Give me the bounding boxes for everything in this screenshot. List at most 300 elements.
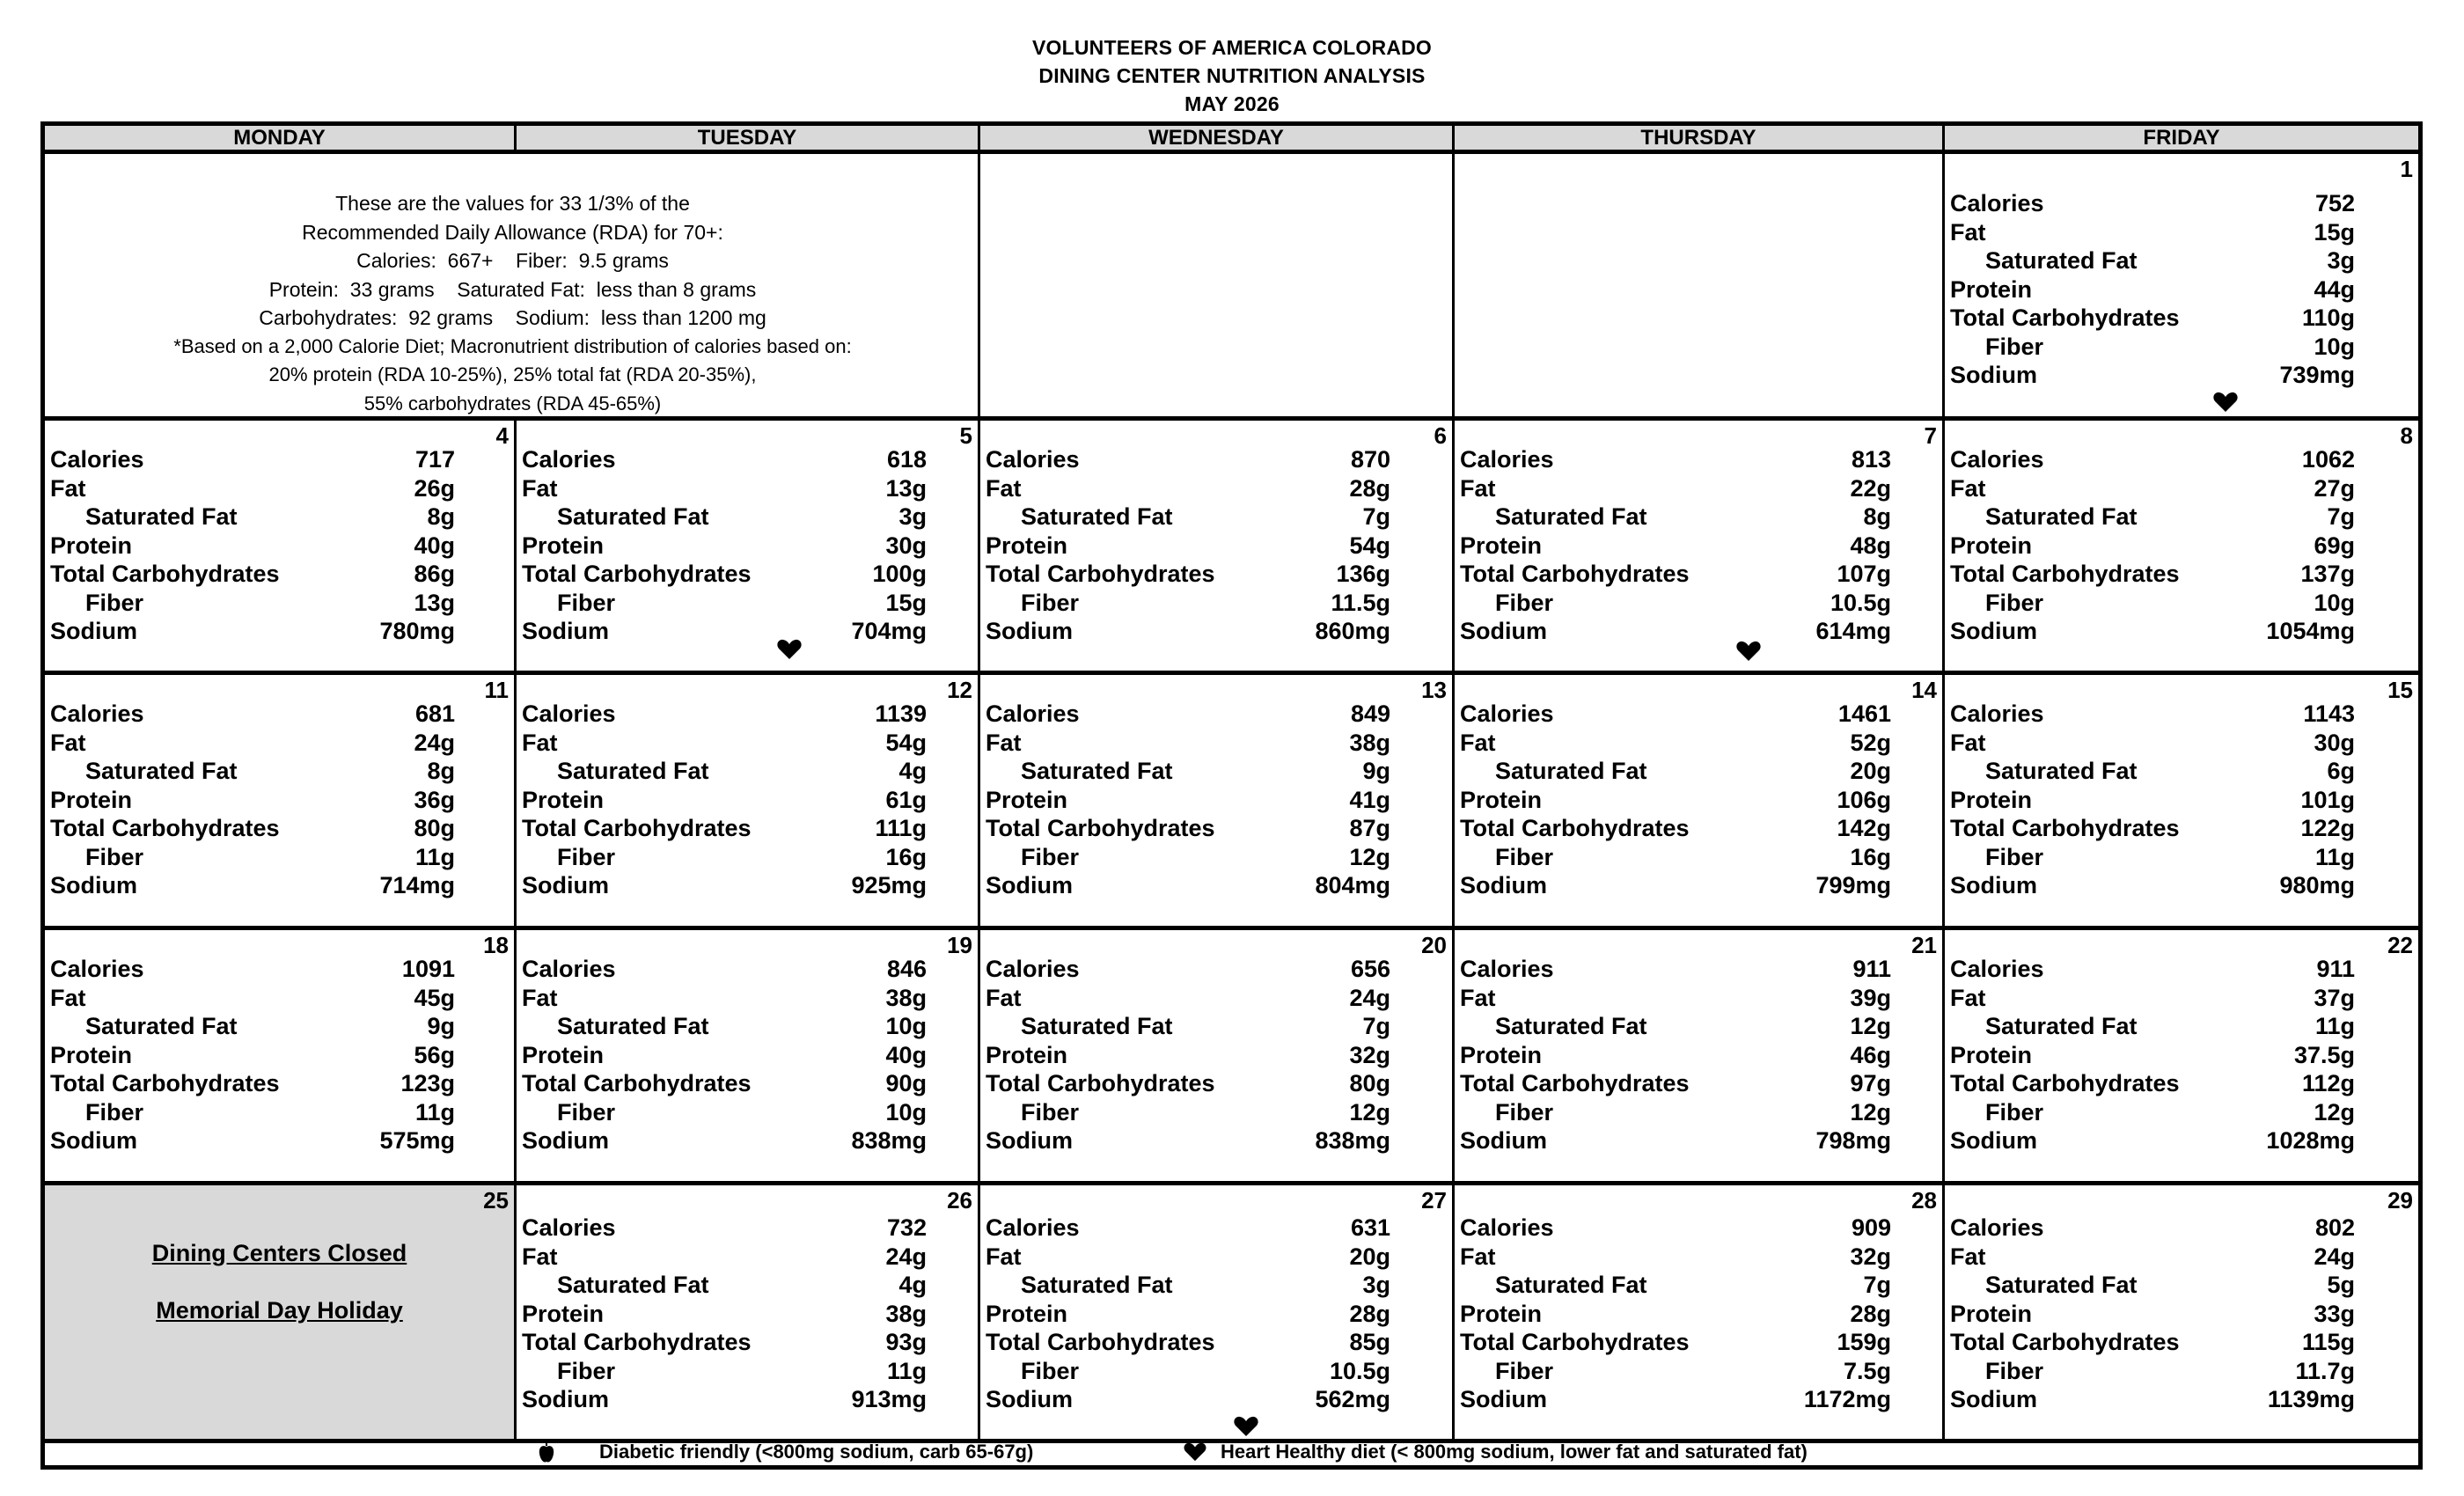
nutrient-label: Calories	[522, 700, 616, 727]
nutrient-value: 909	[1851, 1214, 1891, 1241]
nutrient-label: Fat	[1950, 474, 1986, 502]
nutrient-row	[50, 1069, 455, 1098]
nutrient-value: 137g	[2300, 561, 2355, 587]
nutrient-protein	[1950, 275, 2355, 304]
nutrient-label: Calories	[1460, 956, 1554, 982]
nutrient-label: Total Carbohydrates	[1460, 1070, 1690, 1096]
nutrient-label: Fat	[1950, 984, 1986, 1011]
nutrient-label: Fiber	[1495, 843, 1554, 870]
nutrient-label: Sodium	[50, 872, 137, 898]
nutrition-list	[50, 445, 455, 646]
nutrient-row	[522, 474, 927, 503]
nutrient-label: Fiber	[1021, 843, 1080, 870]
nutrient-row	[50, 955, 455, 984]
day-number: 22	[2387, 932, 2413, 958]
nutrient-value: 804mg	[1315, 872, 1390, 898]
nutrient-row	[1950, 1300, 2355, 1329]
nutrient-row	[1950, 1098, 2355, 1127]
rda-footnote: 20% protein (RDA 10-25%), 25% total fat (RDA 20-35%),	[268, 363, 757, 385]
nutrient-row	[522, 757, 927, 786]
nutrient-value: 7g	[1863, 1272, 1891, 1298]
nutrient-row	[986, 532, 1390, 561]
nutrient-label: Protein	[1950, 1041, 2033, 1068]
nutrient-label: Calories	[50, 956, 144, 982]
nutrient-label: Saturated Fat	[1495, 503, 1647, 530]
nutrient-label: Sodium	[522, 872, 609, 898]
day-number: 28	[1911, 1187, 1937, 1214]
nutrient-label: Sodium	[986, 872, 1073, 898]
nutrient-label: Fat	[522, 1243, 558, 1270]
nutrient-value: 11.7g	[2295, 1357, 2355, 1384]
nutrient-row	[1460, 617, 1891, 646]
nutrient-row	[1460, 1126, 1891, 1155]
nutrient-label: Fat	[522, 984, 558, 1011]
day-number: 15	[2387, 677, 2413, 703]
nutrient-label: Fat	[1460, 729, 1496, 756]
nutrient-value: 656	[1350, 956, 1390, 982]
nutrient-row	[986, 1214, 1390, 1243]
nutrient-label: Fiber	[1495, 589, 1554, 616]
nutrient-row	[986, 786, 1390, 815]
nutrient-row	[50, 474, 455, 503]
nutrient-label: Sodium	[1460, 618, 1547, 644]
nutrient-label: Protein	[986, 532, 1068, 559]
nutrition-list	[986, 700, 1390, 900]
nutrient-row	[1460, 1069, 1891, 1098]
nutrient-row	[1950, 1328, 2355, 1357]
nutrient-value: 12g	[1349, 843, 1390, 870]
nutrient-sodium	[1950, 361, 2355, 390]
day-cell-13	[980, 675, 1455, 926]
nutrient-row	[522, 984, 927, 1013]
nutrient-row	[522, 729, 927, 758]
nutrient-label: Fat	[986, 1243, 1022, 1270]
nutrient-label: Calories	[986, 700, 1080, 727]
day-cell-28	[1455, 1185, 1945, 1439]
nutrition-list	[1950, 189, 2355, 390]
nutrient-fat	[1950, 218, 2355, 247]
nutrient-row	[986, 1271, 1390, 1300]
nutrient-value: 33g	[2314, 1300, 2355, 1327]
nutrient-label: Saturated Fat	[1495, 758, 1647, 784]
day-number: 4	[495, 422, 509, 449]
rda-footnote: *Based on a 2,000 Calorie Diet; Macronutrient distribution of calories based on:	[173, 334, 852, 357]
nutrient-value: 22g	[1850, 474, 1891, 502]
nutrient-row	[1460, 532, 1891, 561]
weekday-monday: MONDAY	[45, 126, 517, 150]
nutrient-row	[1460, 589, 1891, 618]
nutrient-label: Fat	[986, 729, 1022, 756]
nutrient-label: Fiber	[1985, 333, 2044, 360]
nutrient-label: Calories	[50, 446, 144, 473]
nutrient-row	[1950, 589, 2355, 618]
nutrient-value: 48g	[1850, 532, 1891, 559]
nutrient-value: 798mg	[1815, 1127, 1891, 1154]
nutrient-row	[1460, 1012, 1891, 1041]
nutrient-row	[1460, 1243, 1891, 1272]
day-number: 5	[959, 422, 972, 449]
nutrition-list	[1950, 445, 2355, 646]
nutrient-label: Saturated Fat	[1985, 503, 2138, 530]
nutrient-value: 717	[414, 446, 455, 473]
week-row-4	[45, 930, 2418, 1185]
nutrient-label: Total Carbohydrates	[50, 815, 280, 841]
nutrient-label: Protein	[50, 1041, 133, 1068]
nutrient-value: 7g	[1362, 1013, 1390, 1039]
nutrient-label: Fiber	[85, 1098, 144, 1126]
nutrient-value: 20g	[1850, 758, 1891, 784]
nutrient-row	[1460, 1300, 1891, 1329]
nutrient-value: 10.5g	[1830, 589, 1891, 616]
nutrient-label: Calories	[522, 956, 616, 982]
nutrient-row	[1950, 1041, 2355, 1070]
day-cell-14	[1455, 675, 1945, 926]
nutrient-row	[522, 1041, 927, 1070]
nutrient-value: 87g	[1349, 815, 1390, 841]
nutrient-value: 37.5g	[2293, 1041, 2355, 1068]
nutrient-value: 838mg	[1315, 1127, 1390, 1154]
weekday-wednesday: WEDNESDAY	[980, 126, 1455, 150]
legend-diabetic	[538, 1441, 1033, 1463]
nutrient-label: Fat	[50, 729, 86, 756]
nutrient-value: 80g	[414, 815, 455, 841]
nutrient-row	[1460, 843, 1891, 872]
report-month: MAY 2026	[1184, 92, 1280, 115]
day-cell-29	[1945, 1185, 2418, 1439]
nutrient-row	[986, 843, 1390, 872]
nutrient-row	[522, 786, 927, 815]
nutrient-value: 16g	[1850, 843, 1891, 870]
nutrient-value: 11g	[414, 843, 455, 870]
nutrient-value: 10.5g	[1329, 1357, 1390, 1384]
nutrient-value: 56g	[414, 1041, 455, 1068]
nutrient-value: 32g	[1850, 1243, 1891, 1270]
nutrient-label: Total Carbohydrates	[1950, 561, 2180, 587]
nutrient-label: Saturated Fat	[1985, 1272, 2138, 1298]
nutrient-label: Total Carbohydrates	[1950, 1070, 2180, 1096]
nutrient-row	[50, 871, 455, 900]
nutrient-row	[522, 1069, 927, 1098]
nutrient-row	[1950, 1214, 2355, 1243]
nutrient-carbs	[1950, 304, 2355, 333]
nutrient-value: 10g	[885, 1013, 927, 1039]
nutrient-label: Total Carbohydrates	[986, 1070, 1215, 1096]
nutrient-value: 136g	[1336, 561, 1390, 587]
nutrient-value: 1062	[2301, 446, 2355, 473]
holiday-notice: Memorial Day Holiday	[156, 1297, 403, 1324]
nutrient-row	[522, 1271, 927, 1300]
nutrient-label: Fiber	[557, 843, 616, 870]
nutrient-label: Fiber	[85, 589, 144, 616]
nutrition-list	[50, 700, 455, 900]
nutrient-row	[50, 1126, 455, 1155]
nutrient-value: 8g	[1863, 503, 1891, 530]
nutrient-value: 122g	[2300, 815, 2355, 841]
nutrient-label: Sodium	[50, 1127, 137, 1154]
rda-line: Protein: 33 grams Saturated Fat: less than 8 grams	[268, 277, 757, 301]
nutrient-value: 112g	[2301, 1070, 2355, 1096]
nutrient-value: 107g	[1837, 561, 1891, 587]
report-title: DINING CENTER NUTRITION ANALYSIS	[1038, 64, 1426, 87]
nutrient-value: 13g	[414, 589, 455, 616]
nutrient-value: 614mg	[1815, 618, 1891, 644]
nutrient-value: 6g	[2327, 758, 2355, 784]
nutrient-row	[1460, 871, 1891, 900]
nutrient-row	[1950, 474, 2355, 503]
nutrient-value: 925mg	[851, 872, 927, 898]
nutrient-row	[1950, 871, 2355, 900]
nutrient-value: 30g	[885, 532, 927, 559]
nutrient-label: Fiber	[1021, 1098, 1080, 1126]
nutrient-row	[1950, 729, 2355, 758]
nutrition-list	[1950, 955, 2355, 1155]
weekday-friday: FRIDAY	[2143, 125, 2220, 150]
nutrient-row	[1950, 757, 2355, 786]
nutrition-list	[986, 445, 1390, 646]
nutrient-row	[522, 1098, 927, 1127]
nutrient-row	[522, 1243, 927, 1272]
nutrient-value: 69g	[2314, 532, 2355, 559]
nutrient-value: 752	[2314, 190, 2355, 216]
nutrient-label: Fat	[50, 474, 86, 502]
nutrient-row	[1460, 1098, 1891, 1127]
nutrient-value: 860mg	[1315, 618, 1390, 644]
nutrient-row	[986, 1126, 1390, 1155]
nutrient-value: 36g	[414, 786, 455, 813]
nutrient-row	[50, 814, 455, 843]
nutrient-row	[1460, 814, 1891, 843]
nutrient-row	[522, 1300, 927, 1329]
nutrient-label: Protein	[986, 786, 1068, 813]
empty-day-cell	[980, 154, 1455, 416]
nutrient-label: Fiber	[1985, 843, 2044, 870]
nutrient-label: Protein	[1950, 1300, 2033, 1327]
nutrient-label: Fiber	[557, 1098, 616, 1126]
nutrient-value: 97g	[1850, 1070, 1891, 1096]
nutrient-value: 7.5g	[1843, 1357, 1891, 1384]
nutrient-value: 1143	[2303, 700, 2355, 727]
nutrient-label: Protein	[1460, 532, 1543, 559]
nutrient-label: Saturated Fat	[1495, 1013, 1647, 1039]
nutrient-value: 38g	[1349, 729, 1390, 756]
nutrient-label: Protein	[522, 1041, 605, 1068]
day-cell-12	[517, 675, 980, 926]
day-number: 7	[1924, 422, 1937, 449]
nutrient-label: Sodium	[1460, 1386, 1547, 1412]
day-cell-18	[45, 930, 517, 1181]
nutrient-row	[1460, 560, 1891, 589]
nutrient-row	[50, 532, 455, 561]
nutrient-value: 913mg	[851, 1386, 927, 1412]
nutrient-value: 26g	[414, 474, 455, 502]
nutrient-value: 37g	[2314, 984, 2355, 1011]
day-cell-4	[45, 421, 517, 671]
nutrient-label: Calories	[50, 700, 144, 727]
nutrient-row	[1460, 1214, 1891, 1243]
day-cell-22	[1945, 930, 2418, 1181]
nutrient-row	[522, 589, 927, 618]
nutrient-label: Total Carbohydrates	[1950, 815, 2180, 841]
day-number: 19	[947, 932, 972, 958]
nutrition-list	[1460, 445, 1891, 646]
nutrient-label: Fiber	[1985, 1357, 2044, 1384]
nutrient-label: Sodium	[1950, 618, 2037, 644]
nutrient-label: Total Carbohydrates	[50, 561, 280, 587]
day-number: 6	[1434, 422, 1447, 449]
nutrient-row	[1460, 1328, 1891, 1357]
nutrient-label: Saturated Fat	[557, 1272, 709, 1298]
day-number: 12	[947, 677, 972, 703]
nutrient-value: 9g	[427, 1013, 455, 1039]
nutrient-value: 1054mg	[2266, 618, 2355, 644]
nutrient-value: 159g	[1837, 1329, 1891, 1355]
nutrition-list	[1460, 700, 1891, 900]
nutrient-value: 24g	[414, 729, 455, 756]
nutrient-row	[522, 1328, 927, 1357]
nutrient-label: Fat	[522, 474, 558, 502]
nutrient-value: 45g	[414, 984, 455, 1011]
nutrient-label: Protein	[50, 532, 133, 559]
nutrient-row	[1950, 1012, 2355, 1041]
nutrient-value: 846	[886, 956, 927, 982]
nutrient-label: Sodium	[1950, 1127, 2037, 1154]
day-cell-25-closed	[45, 1185, 517, 1439]
day-number: 11	[484, 677, 509, 703]
nutrient-value: 8g	[427, 503, 455, 530]
nutrient-value: 704mg	[851, 618, 927, 644]
nutrient-label: Total Carbohydrates	[1460, 815, 1690, 841]
nutrition-list	[522, 445, 927, 646]
nutrient-row	[1950, 502, 2355, 532]
nutrient-row	[50, 1012, 455, 1041]
nutrient-value: 54g	[885, 729, 927, 756]
nutrient-value: 101g	[2300, 786, 2355, 813]
rda-note	[45, 189, 980, 418]
nutrient-value: 20g	[1349, 1243, 1390, 1270]
nutrient-label: Protein	[1950, 275, 2033, 303]
nutrient-row	[1460, 786, 1891, 815]
nutrient-value: 12g	[2314, 1098, 2355, 1126]
nutrient-label: Fat	[1460, 1243, 1496, 1270]
nutrient-row	[1460, 1357, 1891, 1386]
nutrient-row	[1950, 1271, 2355, 1300]
nutrient-value: 52g	[1850, 729, 1891, 756]
nutrient-value: 7g	[1362, 503, 1390, 530]
nutrient-label: Fiber	[1495, 1098, 1554, 1126]
nutrient-row	[986, 700, 1390, 729]
nutrient-label: Calories	[1460, 700, 1554, 727]
nutrient-row	[1950, 560, 2355, 589]
nutrient-label: Sodium	[1950, 1386, 2037, 1412]
nutrient-value: 3g	[898, 503, 927, 530]
nutrient-label: Calories	[1950, 700, 2044, 727]
nutrient-value: 1139mg	[2267, 1386, 2355, 1412]
nutrient-row	[1950, 700, 2355, 729]
nutrient-label: Saturated Fat	[1495, 1272, 1647, 1298]
nutrient-row	[50, 700, 455, 729]
nutrient-row	[1950, 955, 2355, 984]
nutrient-row	[1460, 502, 1891, 532]
rda-line: Carbohydrates: 92 grams Sodium: less than 1200 mg	[259, 306, 766, 329]
nutrient-label: Saturated Fat	[85, 758, 238, 784]
apple-icon	[538, 1441, 555, 1463]
nutrient-row	[50, 1041, 455, 1070]
rda-footnote: 55% carbohydrates (RDA 45-65%)	[363, 392, 662, 414]
nutrient-label: Sodium	[522, 1386, 609, 1412]
nutrient-value: 11g	[2314, 1013, 2355, 1039]
nutrient-row	[986, 955, 1390, 984]
nutrient-value: 85g	[1349, 1329, 1390, 1355]
nutrient-label: Protein	[522, 1300, 605, 1327]
nutrient-label: Sodium	[1950, 872, 2037, 898]
nutrient-row	[986, 814, 1390, 843]
nutrient-label: Fat	[986, 474, 1022, 502]
rda-line: Calories: 667+ Fiber: 9.5 grams	[356, 249, 669, 272]
nutrient-row	[1460, 1041, 1891, 1070]
weekday-tuesday: TUESDAY	[517, 126, 980, 150]
nutrient-label: Fat	[50, 984, 86, 1011]
nutrient-value: 12g	[1349, 1098, 1390, 1126]
nutrient-value: 86g	[414, 561, 455, 587]
nutrient-value: 15g	[2314, 218, 2355, 246]
nutrient-row	[50, 984, 455, 1013]
nutrient-label: Protein	[1950, 532, 2033, 559]
nutrient-row	[50, 843, 455, 872]
nutrient-value: 24g	[2314, 1243, 2355, 1270]
nutrient-row	[1950, 843, 2355, 872]
weekday-header	[45, 126, 2418, 154]
nutrient-value: 10g	[885, 1098, 927, 1126]
nutrient-row	[522, 700, 927, 729]
nutrient-value: 44g	[2314, 275, 2355, 303]
nutrient-label: Calories	[986, 1214, 1080, 1241]
org-name: VOLUNTEERS OF AMERICA COLORADO	[1031, 36, 1433, 59]
nutrient-label: Saturated Fat	[557, 503, 709, 530]
nutrition-calendar	[40, 121, 2423, 1470]
weekday-thursday: THURSDAY	[1455, 126, 1945, 150]
nutrient-label: Total Carbohydrates	[522, 815, 752, 841]
nutrient-label: Protein	[1460, 1300, 1543, 1327]
legend-heart-label: Heart Healthy diet (< 800mg sodium, lower fat and saturated fat)	[1221, 1441, 1808, 1463]
nutrient-label: Total Carbohydrates	[522, 561, 752, 587]
nutrient-row	[986, 1385, 1390, 1414]
nutrient-label: Total Carbohydrates	[1950, 1329, 2180, 1355]
nutrient-value: 16g	[885, 843, 927, 870]
nutrient-row	[522, 560, 927, 589]
legend-heart	[1184, 1441, 1808, 1463]
nutrient-row	[522, 955, 927, 984]
nutrient-label: Fat	[1950, 1243, 1986, 1270]
nutrient-label: Calories	[1950, 956, 2044, 982]
day-number: 29	[2387, 1187, 2413, 1214]
nutrient-value: 838mg	[851, 1127, 927, 1154]
nutrient-value: 61g	[885, 786, 927, 813]
nutrient-row	[1460, 757, 1891, 786]
nutrient-label: Sodium	[986, 1386, 1073, 1412]
nutrient-value: 41g	[1349, 786, 1390, 813]
nutrient-label: Total Carbohydrates	[522, 1070, 752, 1096]
nutrient-value: 12g	[1850, 1098, 1891, 1126]
nutrient-value: 10g	[2314, 589, 2355, 616]
nutrient-value: 46g	[1850, 1041, 1891, 1068]
nutrient-row	[1950, 1357, 2355, 1386]
nutrient-value: 575mg	[379, 1127, 455, 1154]
nutrient-label: Protein	[50, 786, 133, 813]
nutrient-label: Calories	[1950, 190, 2044, 216]
nutrition-list	[522, 955, 927, 1155]
nutrient-row	[522, 1126, 927, 1155]
heart-icon	[1234, 1416, 1258, 1437]
